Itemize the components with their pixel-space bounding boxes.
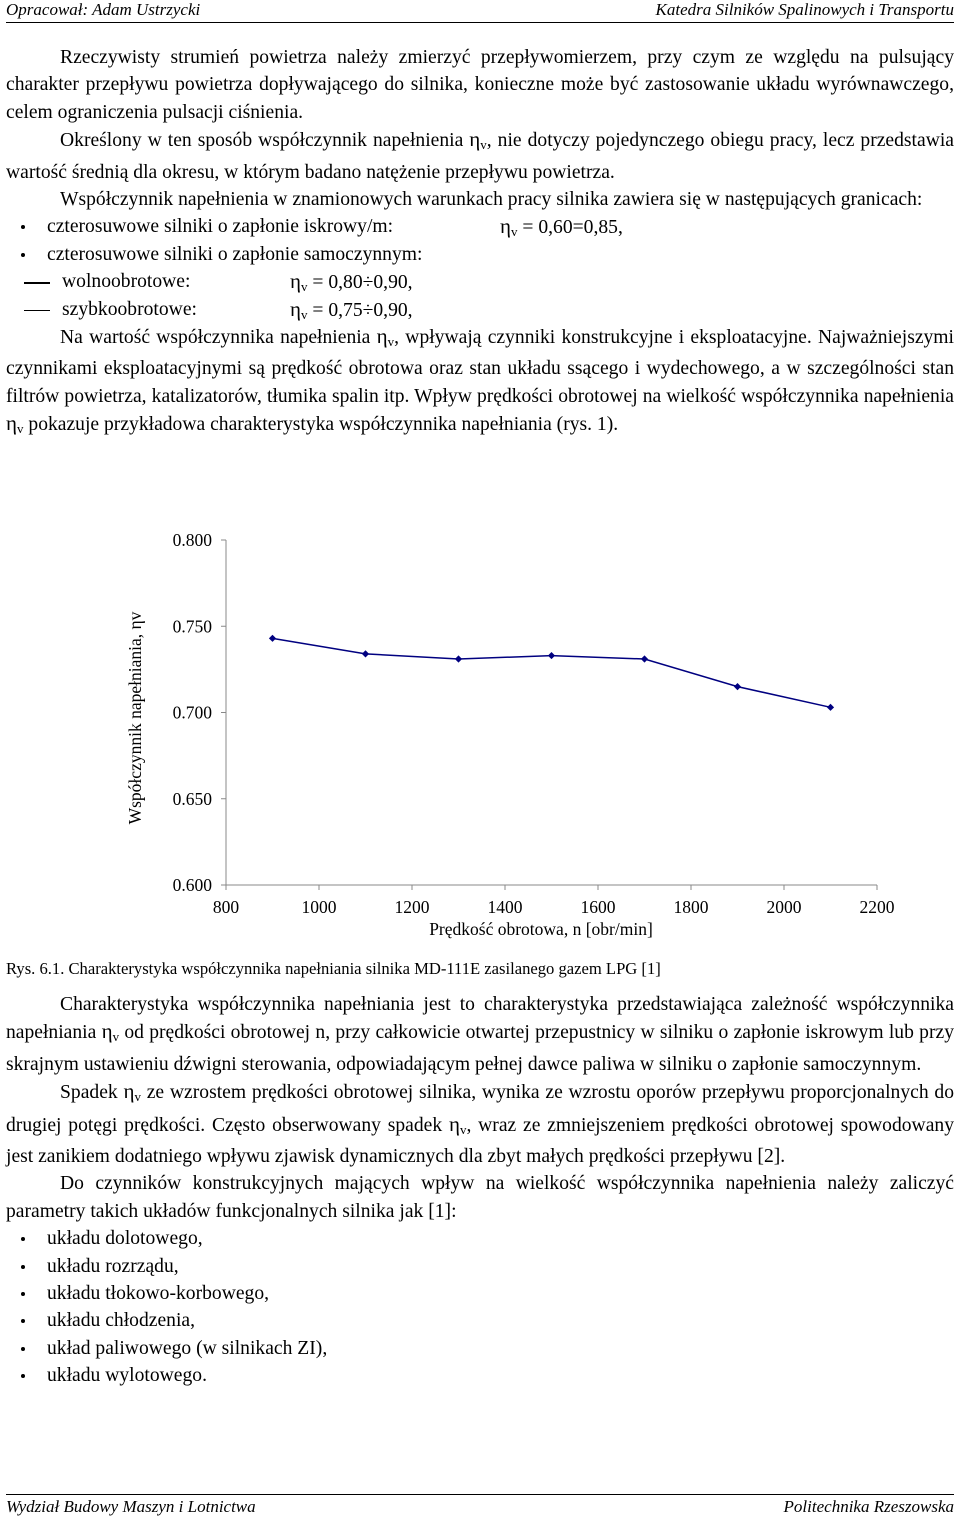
- list-item: układu rozrządu,: [6, 1253, 954, 1280]
- y-tick-label: 0.650: [172, 788, 212, 809]
- body-text: [6, 991, 954, 1390]
- eta-symbol: η: [469, 127, 481, 152]
- paragraph-2: Określony w ten sposób współczynnik napełnienia $\eta_v$, nie dotyczy pojedynczego obiegu pracy, lecz przedstawia wartość średnią dla okresu, w którym badano natężenie przepływu powietrza.: [6, 127, 954, 183]
- figure-caption: Rys. 6.1. Charakterystyka współczynnika napełniania silnika MD-111E zasilanego gazem LPG [1]: [6, 959, 661, 978]
- x-tick-label: 2200: [859, 897, 895, 917]
- x-tick-label: 1000: [301, 897, 337, 917]
- ranges-list: [6, 213, 954, 268]
- footer-university: Politechnika Rzeszowska: [783, 1497, 954, 1516]
- paragraph-6: Spadek $\eta_v$ ze wzrostem prędkości obrotowej silnika, wynika ze wzrostu oporów przepływu proporcjonalnych do drugiej potęgi prędkości. Często obserwowany spadek $\eta_v$, wraz ze zmniejszeniem prędkości obrotowej spowodowany jest zanikiem dodatniego wpływu zjawisk dynamicznych dla zbyt małych prędkości przepływu [2].: [6, 1079, 954, 1168]
- data-point: [269, 635, 276, 642]
- range-item-fast: szybkoobrotowe: $\eta_v = 0,75\div 0,90$,: [6, 296, 954, 323]
- list-item: układu tłokowo-korbowego,: [6, 1280, 954, 1307]
- data-point: [455, 655, 462, 662]
- y-tick-label: 0.700: [172, 702, 212, 723]
- y-tick-label: 0.600: [172, 875, 212, 895]
- list-item: układ paliwowego (w silnikach ZI),: [6, 1335, 954, 1362]
- range-item-ci: czterosuwowe silniki o zapłonie samoczynnym:: [6, 241, 954, 268]
- intro-text: [6, 44, 954, 443]
- x-tick-label: 2000: [766, 897, 802, 917]
- x-tick-label: 1600: [580, 897, 616, 917]
- eta-subscript: v: [480, 137, 487, 153]
- page-header: [6, 0, 954, 23]
- header-department: Katedra Silników Spalinowych i Transportu: [655, 0, 954, 19]
- paragraph-7: Do czynników konstrukcyjnych mających wpływ na wielkość współczynnika napełnienia należy zaliczyć parametry takich układów funkcjonalnych silnika jak [1]:: [6, 1173, 954, 1222]
- x-tick-label: 1200: [394, 897, 430, 917]
- data-point: [734, 683, 741, 690]
- range-item-slow: wolnoobrotowe: $\eta_v = 0,80\div 0,90$,: [6, 268, 954, 295]
- y-axis-title-text: Współczynnik napełniania, ηv: [125, 611, 145, 825]
- paragraph-3: Współczynnik napełnienia w znamionowych warunkach pracy silnika zawiera się w następujących granicach:: [60, 189, 923, 211]
- x-tick-label: 800: [212, 897, 240, 917]
- y-tick-label: 0.800: [172, 530, 212, 550]
- y-tick-label: 0.750: [172, 616, 212, 637]
- header-author: Opracował: Adam Ustrzycki: [6, 0, 201, 19]
- ci-ranges-list: [6, 268, 954, 323]
- design-factors-list: [6, 1225, 954, 1389]
- list-item: układu wylotowego.: [6, 1362, 954, 1389]
- paragraph-5: Charakterystyka współczynnika napełniania jest to charakterystyka przedstawiająca zależność współczynnika napełniania $\eta_v$ od prędkości obrotowej n, przy całkowicie otwartej przepustnicy w silniku o zapłonie iskrowym lub przy skrajnym ustawieniu dźwigni sterowania, odpowiadającym pełnej dawce paliwa w silniku o zapłonie samoczynnym.: [6, 994, 954, 1075]
- data-point: [827, 704, 834, 711]
- volumetric-efficiency-chart: [0, 530, 960, 955]
- data-point: [362, 650, 369, 657]
- data-point: [548, 652, 555, 659]
- footer-faculty: Wydział Budowy Maszyn i Lotnictwa: [6, 1497, 256, 1516]
- x-axis-title: Prędkość obrotowa, n [obr/min]: [429, 919, 653, 939]
- paragraph-4: Na wartość współczynnika napełnienia $\eta_v$, wpływają czynniki konstrukcyjne i eksploatacyjne. Najważniejszymi czynnikami eksploatacyjnymi są prędkość obrotowa oraz stan układu ssącego i wydechowego, a w szczególności stan filtrów powietrza, katalizatorów, tłumika spalin itp. Wpływ prędkości obrotowej na wielkość współczynnika napełnienia $\eta_v$ pokazuje przykładowa charakterystyka współczynnika napełniania (rys. 1).: [6, 324, 954, 437]
- list-item: układu dolotowego,: [6, 1225, 954, 1252]
- data-point: [641, 655, 648, 662]
- y-axis-title: [125, 611, 145, 824]
- paragraph-1: Rzeczywisty strumień powietrza należy zmierzyć przepływomierzem, przy czym ze względu na pulsujący charakter przepływu powietrza dopływającego do silnika, konieczne może być zastosowanie układu wyrównawczego, celem ograniczenia pulsacji ciśnienia.: [6, 47, 954, 123]
- page-footer: [6, 1494, 954, 1518]
- list-item: układu chłodzenia,: [6, 1307, 954, 1334]
- series-line: [273, 638, 831, 707]
- x-tick-label: 1400: [487, 897, 523, 917]
- x-tick-label: 1800: [673, 897, 709, 917]
- range-item-si: czterosuwowe silniki o zapłonie iskrowy/m: $\eta_v = 0,60=0,85$,: [6, 213, 954, 240]
